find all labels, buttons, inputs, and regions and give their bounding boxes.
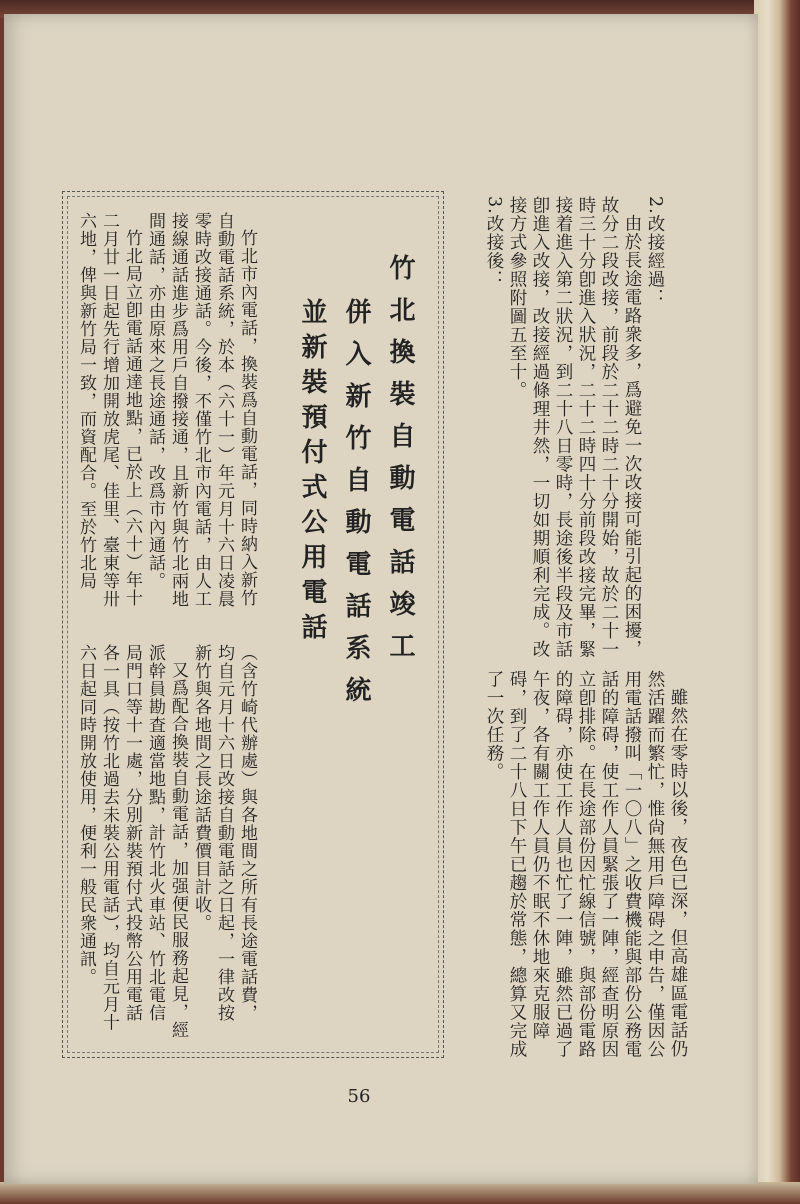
section-3-heading: 3.改接後： <box>484 196 504 289</box>
section-2-paragraph: 由於長途電路衆多，爲避免一次改接可能引起的困擾，故分二段改接，前段於二十二時二十分開始，故於二十一時三十分卽進入狀況，二十二時四十分前段改接完畢，緊接着進入第二狀況，到二十八日零時，長途後半段及市話卽進入改接，改接經過條理井然，一切如期順利完成。改接方式參照附圖五至十。 <box>507 196 642 659</box>
section-3-column <box>482 670 689 1070</box>
page-number: 56 <box>347 1086 371 1107</box>
book-page-edges <box>754 0 800 1204</box>
section-3-paragraph: 雖然在零時以後，夜色已深，但高雄區電話仍然活躍而繁忙，惟尙無用戶障碍之申告，僅因公用電話撥叫「一〇八」之收費機能與部份公務電話的障碍，使工作人員緊張了一陣，經查明原因立卽排除。在長途部份因忙線信號，與部份電路的障碍，亦使工作人員也忙了一陣，雖然已過了午夜，各有關工作人員仍不眠不休地來克服障碍，到了二十八日下午已趨於常態，總算又完成了一次任務。 <box>484 670 688 1059</box>
box-paragraph-3: （含竹崎代辦處）與各地間之所有長途電話費，均自元月十六日改接自動電話之日起，一律改按新竹與各地間之長途話費價目計收。 <box>191 644 257 1022</box>
section-2-column <box>482 196 666 666</box>
box-lower-text <box>74 644 258 1039</box>
section-2-heading: 2.改接經過： <box>645 196 665 308</box>
box-paragraph-1: 竹北市內電話，換裝爲自動電話，同時納入新竹自動電話系統，於本（六十一）年元月十六日凌晨零時改接通話。今後，不僅竹北市內電話，由人工接線通話進步爲用戶自撥接通，且新竹與竹北兩地間通話，亦由原來之長途通話，改爲市內通話。 <box>145 212 257 608</box>
box-title-line-1: 竹北換裝自動電話竣工 <box>385 254 415 674</box>
book-cover-bottom-edge <box>0 1182 800 1204</box>
box-paragraph-2: 竹北局立卽電話通達地點，已於上（六十）年十二月廿一日起先行增加開放虎尾、佳里、臺東等卅六地，俾與新竹局一致，而資配合。至於竹北局 <box>76 212 142 608</box>
box-title <box>290 254 422 754</box>
box-title-line-3: 並新裝預付式公用電話 <box>297 298 327 648</box>
box-upper-text <box>74 212 258 612</box>
box-paragraph-4: 又爲配合換裝自動電話，加强便民服務起見，經派幹員勘査適當地點，計竹北火車站、竹北電信局門口等十一處，分別新裝預付式投幣公用電話各一具（按竹北過去未裝公用電話），均自元月十六日起同時開放使用，便利一般民衆通訊。 <box>76 644 188 1039</box>
book-page <box>4 14 758 1184</box>
box-title-line-2: 併入新竹自動電話系統 <box>341 298 371 718</box>
